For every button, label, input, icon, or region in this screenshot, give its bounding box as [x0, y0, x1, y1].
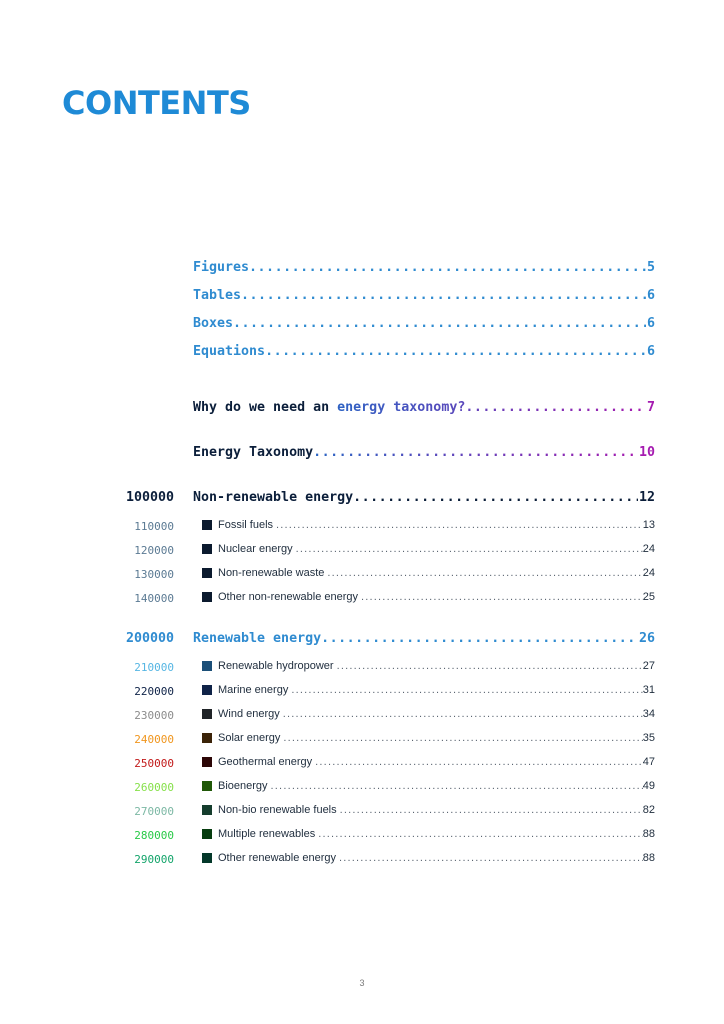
dot-leader	[465, 400, 646, 415]
subsection-code: 240000	[134, 733, 174, 746]
toc-page-number: 49	[642, 780, 655, 792]
why-label-text: Why do we need an energy taxonomy?	[193, 400, 466, 415]
toc-entry-renewable[interactable]	[193, 631, 655, 646]
toc-entry-tables[interactable]	[193, 288, 655, 303]
toc-subentry[interactable]	[202, 828, 655, 840]
subsection-code: 110000	[134, 520, 174, 533]
toc-subentry-label: Renewable hydropower	[218, 660, 334, 672]
toc-entry-label	[193, 400, 465, 415]
dot-leader	[288, 684, 642, 696]
color-swatch	[202, 661, 212, 671]
toc-page-number: 27	[642, 660, 655, 672]
dot-leader	[233, 316, 646, 331]
toc-page-number: 24	[642, 543, 655, 555]
color-swatch	[202, 757, 212, 767]
toc-page-number: 5	[646, 260, 655, 275]
toc-page-number: 12	[638, 490, 655, 505]
toc-entry-why-taxonomy[interactable]	[193, 400, 655, 415]
dot-leader	[358, 591, 643, 603]
toc-entry-label: Equations	[193, 344, 266, 359]
dot-leader	[265, 344, 646, 359]
toc-subentry-label: Marine energy	[218, 684, 289, 696]
color-swatch	[202, 829, 212, 839]
dot-leader	[268, 780, 643, 792]
toc-page-number: 82	[642, 804, 655, 816]
toc-page-number: 47	[642, 756, 655, 768]
toc-page-number: 6	[646, 344, 655, 359]
toc-subentry[interactable]	[202, 519, 655, 531]
toc-subentry-label: Other renewable energy	[218, 852, 337, 864]
dot-leader	[273, 519, 643, 531]
toc-entry-label: Renewable energy	[193, 631, 322, 646]
toc-page-number: 34	[642, 708, 655, 720]
section-code: 100000	[125, 490, 174, 505]
page-title: CONTENTS	[62, 84, 251, 122]
toc-subentry-label: Other non-renewable energy	[218, 591, 359, 603]
toc-page-number: 7	[646, 400, 655, 415]
toc-page-number: 88	[642, 852, 655, 864]
toc-subentry[interactable]	[202, 756, 655, 768]
toc-entry-label: Non-renewable energy	[193, 490, 354, 505]
subsection-code: 280000	[134, 829, 174, 842]
color-swatch	[202, 592, 212, 602]
dot-leader	[312, 756, 643, 768]
subsection-code: 220000	[134, 685, 174, 698]
toc-subentry-label: Geothermal energy	[218, 756, 313, 768]
dot-leader	[334, 660, 643, 672]
toc-subentry-label: Fossil fuels	[218, 519, 274, 531]
subsection-code: 260000	[134, 781, 174, 794]
toc-page-number: 26	[638, 631, 655, 646]
toc-subentry[interactable]	[202, 591, 655, 603]
toc-subentry-label: Wind energy	[218, 708, 280, 720]
toc-subentry[interactable]	[202, 708, 655, 720]
dot-leader	[280, 708, 643, 720]
toc-subentry[interactable]	[202, 567, 655, 579]
toc-subentry-label: Non-renewable waste	[218, 567, 325, 579]
subsection-code: 270000	[134, 805, 174, 818]
color-swatch	[202, 733, 212, 743]
toc-entry-non-renewable[interactable]	[193, 490, 655, 505]
subsection-code: 210000	[134, 661, 174, 674]
toc-page-number: 25	[642, 591, 655, 603]
color-swatch	[202, 805, 212, 815]
toc-subentry[interactable]	[202, 852, 655, 864]
toc-subentry-label: Bioenergy	[218, 780, 268, 792]
toc-page-number: 13	[642, 519, 655, 531]
toc-page-number: 31	[642, 684, 655, 696]
toc-subentry-label: Non-bio renewable fuels	[218, 804, 337, 816]
toc-page-number: 88	[642, 828, 655, 840]
dot-leader	[280, 732, 642, 744]
color-swatch	[202, 709, 212, 719]
dot-leader	[241, 288, 646, 303]
subsection-code: 250000	[134, 757, 174, 770]
toc-page-number: 6	[646, 288, 655, 303]
toc-entry-label: Tables	[193, 288, 242, 303]
dot-leader	[336, 852, 643, 864]
toc-page-number: 24	[642, 567, 655, 579]
dot-leader	[321, 631, 638, 646]
subsection-code: 290000	[134, 853, 174, 866]
page-number: 3	[359, 978, 365, 988]
color-swatch	[202, 520, 212, 530]
toc-entry-figures[interactable]	[193, 260, 655, 275]
color-swatch	[202, 781, 212, 791]
toc-subentry[interactable]	[202, 804, 655, 816]
subsection-code: 120000	[134, 544, 174, 557]
toc-entry-label: Figures	[193, 260, 250, 275]
dot-leader	[337, 804, 643, 816]
toc-entry-energy-taxonomy[interactable]	[193, 445, 655, 460]
toc-entry-equations[interactable]	[193, 344, 655, 359]
toc-entry-label: Energy Taxonomy	[193, 445, 314, 460]
color-swatch	[202, 685, 212, 695]
color-swatch	[202, 544, 212, 554]
toc-subentry-label: Solar energy	[218, 732, 281, 744]
subsection-code: 140000	[134, 592, 174, 605]
toc-subentry[interactable]	[202, 780, 655, 792]
toc-subentry[interactable]	[202, 543, 655, 555]
toc-entry-boxes[interactable]	[193, 316, 655, 331]
dot-leader	[353, 490, 638, 505]
subsection-code: 130000	[134, 568, 174, 581]
dot-leader	[315, 828, 643, 840]
subsection-code: 230000	[134, 709, 174, 722]
color-swatch	[202, 853, 212, 863]
toc-subentry[interactable]	[202, 660, 655, 672]
dot-leader	[249, 260, 646, 275]
section-code: 200000	[125, 631, 174, 646]
dot-leader	[313, 445, 638, 460]
toc-subentry[interactable]	[202, 732, 655, 744]
toc-page-number: 6	[646, 316, 655, 331]
toc-entry-label: Boxes	[193, 316, 234, 331]
dot-leader	[324, 567, 642, 579]
toc-subentry-label: Nuclear energy	[218, 543, 293, 555]
toc-subentry[interactable]	[202, 684, 655, 696]
toc-page-number: 35	[642, 732, 655, 744]
color-swatch	[202, 568, 212, 578]
toc-subentry-label: Multiple renewables	[218, 828, 316, 840]
toc-page-number: 10	[638, 445, 655, 460]
dot-leader	[293, 543, 643, 555]
